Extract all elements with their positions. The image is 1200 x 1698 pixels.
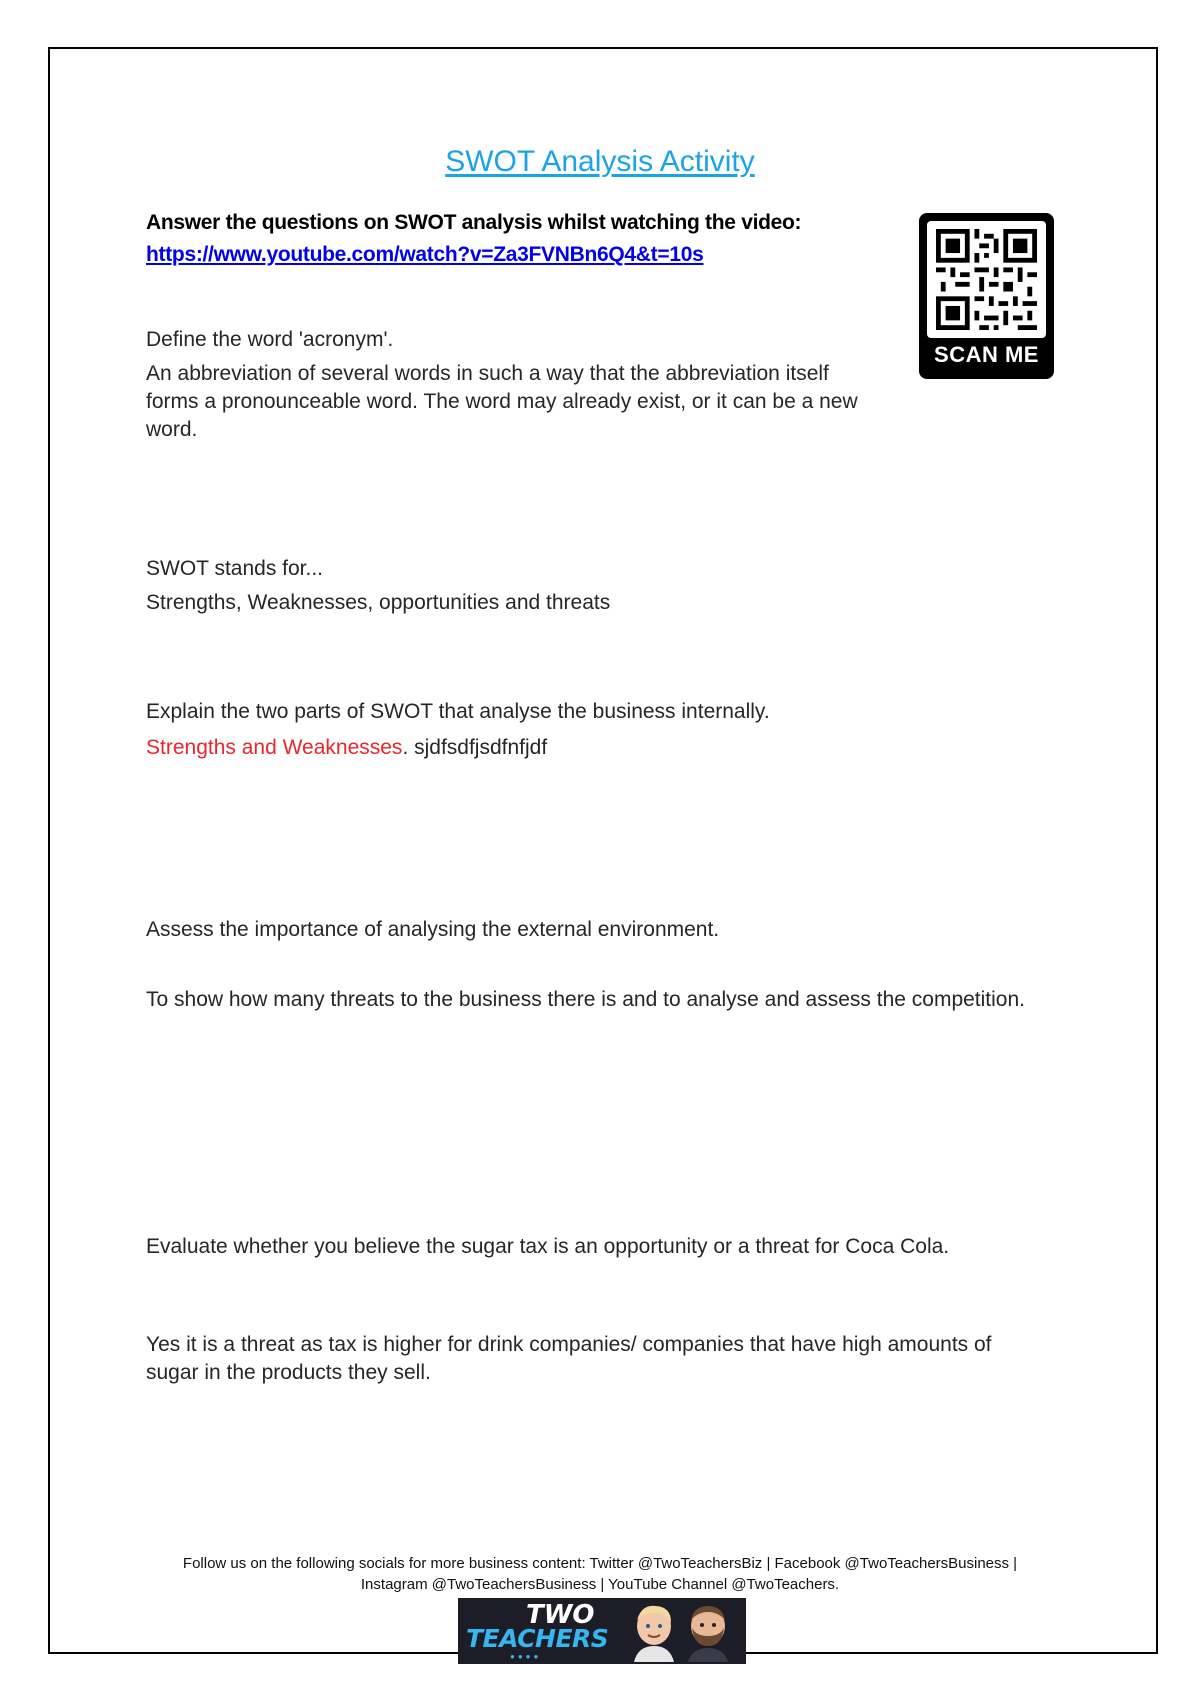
logo-word-2: TEACHERS [466, 1624, 609, 1653]
qr-scan-label: SCAN ME [934, 342, 1039, 367]
answer-3-highlight: Strengths and Weaknesses [146, 736, 403, 759]
answer-4: To show how many threats to the business there is and to analyse and assess the competition. [146, 988, 1025, 1011]
teacher-avatar-icon [630, 1602, 678, 1662]
instruction-text: Answer the questions on SWOT analysis whilst watching the video: [146, 211, 802, 234]
answer-3-rest: . sjdfsdfjsdfnfjdf [402, 736, 548, 759]
question-2: SWOT stands for... [146, 557, 324, 580]
video-link[interactable]: https://www.youtube.com/watch?v=Za3FVNBn6Q4&t=10s [146, 243, 704, 266]
teacher-avatar-bearded-icon [684, 1602, 732, 1662]
logo-word-1: TWO [526, 1600, 595, 1630]
answer-3 [146, 734, 547, 762]
question-3: Explain the two parts of SWOT that analyse the business internally. [146, 700, 770, 723]
footer [0, 1553, 1200, 1595]
question-4: Assess the importance of analysing the external environment. [146, 918, 720, 941]
answer-2: Strengths, Weaknesses, opportunities and threats [146, 591, 611, 614]
qr-icon [935, 229, 1038, 330]
question-5: Evaluate whether you believe the sugar tax is an opportunity or a threat for Coca Cola. [146, 1235, 950, 1258]
footer-line-2: Instagram @TwoTeachersBusiness | YouTube Channel @TwoTeachers. [360, 1576, 840, 1593]
question-1: Define the word 'acronym'. [146, 328, 394, 351]
answer-1: An abbreviation of several words in such a way that the abbreviation itself forms a pronounceable word. The word may already exist, or it can be a new word. [146, 362, 858, 441]
qr-code[interactable] [919, 213, 1054, 379]
logo-social-icons: ●●●● [510, 1652, 542, 1661]
answer-5: Yes it is a threat as tax is higher for drink companies/ companies that have high amounts of sugar in the products they sell. [146, 1333, 992, 1384]
page-title: SWOT Analysis Activity [445, 145, 755, 178]
footer-line-1: Follow us on the following socials for more business content: Twitter @TwoTeachersBiz | Facebook @TwoTeachersBusiness | [182, 1555, 1018, 1572]
qr-code-pattern [927, 221, 1046, 338]
two-teachers-logo [458, 1598, 746, 1664]
